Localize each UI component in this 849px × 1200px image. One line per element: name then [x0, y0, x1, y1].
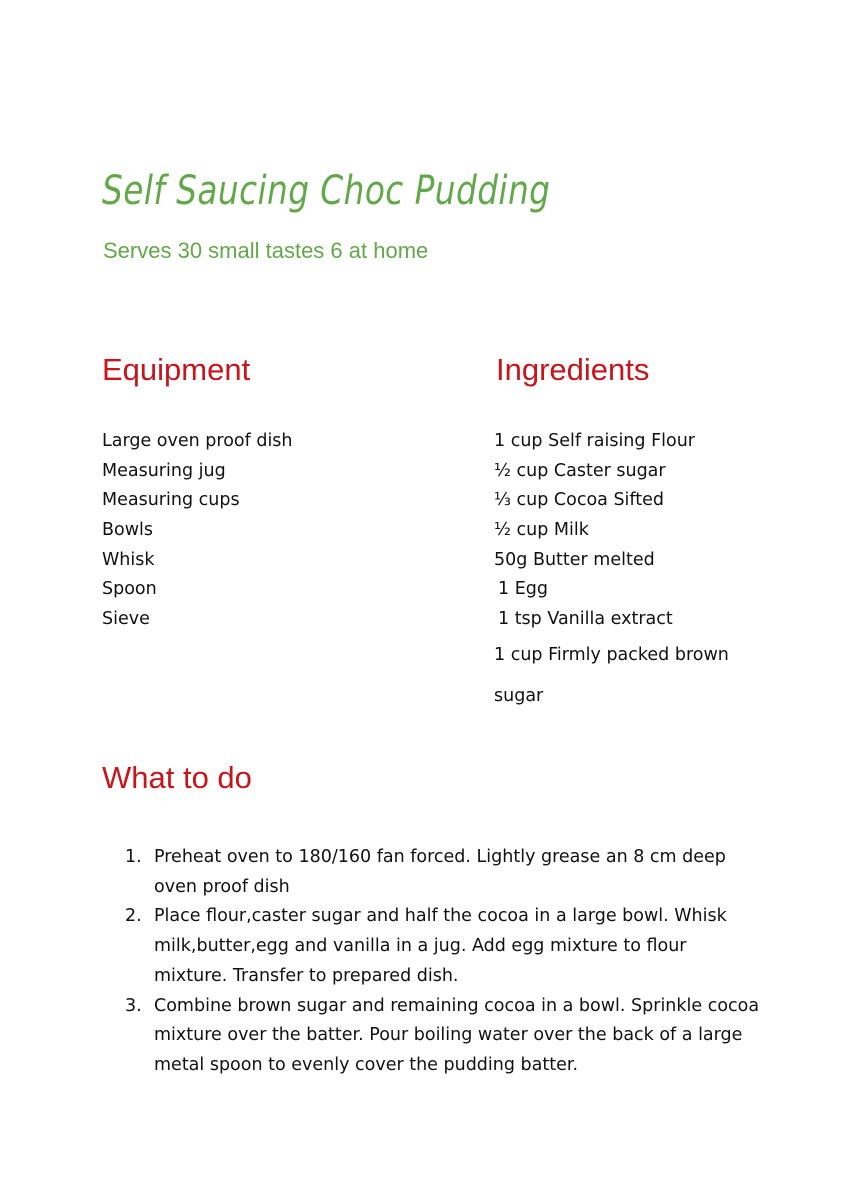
method-step	[125, 902, 765, 991]
method-steps	[125, 843, 765, 1081]
ingredient-item: 50g Butter melted	[494, 549, 655, 570]
ingredient-item: 1 cup Self raising Flour	[494, 431, 695, 451]
ingredient-item: sugar	[494, 685, 544, 706]
method-step	[125, 992, 765, 1081]
equipment-item: Whisk	[102, 549, 155, 570]
equipment-item: Bowls	[102, 520, 154, 541]
ingredients-heading: Ingredients	[496, 352, 650, 387]
ingredient-item: ½ cup Caster sugar	[494, 460, 666, 481]
ingredient-item: ½ cup Milk	[494, 520, 589, 541]
equipment-item: Spoon	[102, 579, 157, 600]
equipment-heading: Equipment	[102, 352, 251, 387]
equipment-item: Measuring jug	[102, 460, 226, 481]
step-number: 3.	[125, 995, 142, 1016]
step-number: 1.	[125, 847, 142, 867]
equipment-item: Measuring cups	[102, 490, 240, 511]
ingredient-item: 1 Egg	[498, 579, 548, 600]
step-text: Combine brown sugar and remaining cocoa in a bowl. Sprinkle cocoa mixture over the batter. Pour boiling water over the back of a large metal spoon to evenly cover the pudding batter.	[154, 995, 760, 1075]
equipment-item: Large oven proof dish	[102, 431, 293, 451]
method-step	[125, 843, 765, 902]
recipe-title: Self Saucing Choc Pudding	[102, 168, 551, 214]
equipment-list	[102, 427, 293, 635]
recipe-subtitle: Serves 30 small tastes 6 at home	[103, 238, 429, 263]
equipment-item: Sieve	[102, 609, 150, 630]
ingredient-item: 1 cup Firmly packed brown	[494, 644, 729, 665]
ingredient-item: ⅓ cup Cocoa Sifted	[494, 490, 665, 511]
ingredients-list	[494, 427, 729, 717]
method-heading: What to do	[102, 760, 252, 795]
ingredient-item: 1 tsp Vanilla extract	[498, 609, 673, 630]
step-text: Preheat oven to 180/160 fan forced. Lightly grease an 8 cm deep oven proof dish	[154, 847, 726, 897]
step-number: 2.	[125, 906, 142, 927]
step-text: Place flour,caster sugar and half the cocoa in a large bowl. Whisk milk,butter,egg and vanilla in a jug. Add egg mixture to flour mixture. Transfer to prepared dish.	[154, 906, 727, 986]
